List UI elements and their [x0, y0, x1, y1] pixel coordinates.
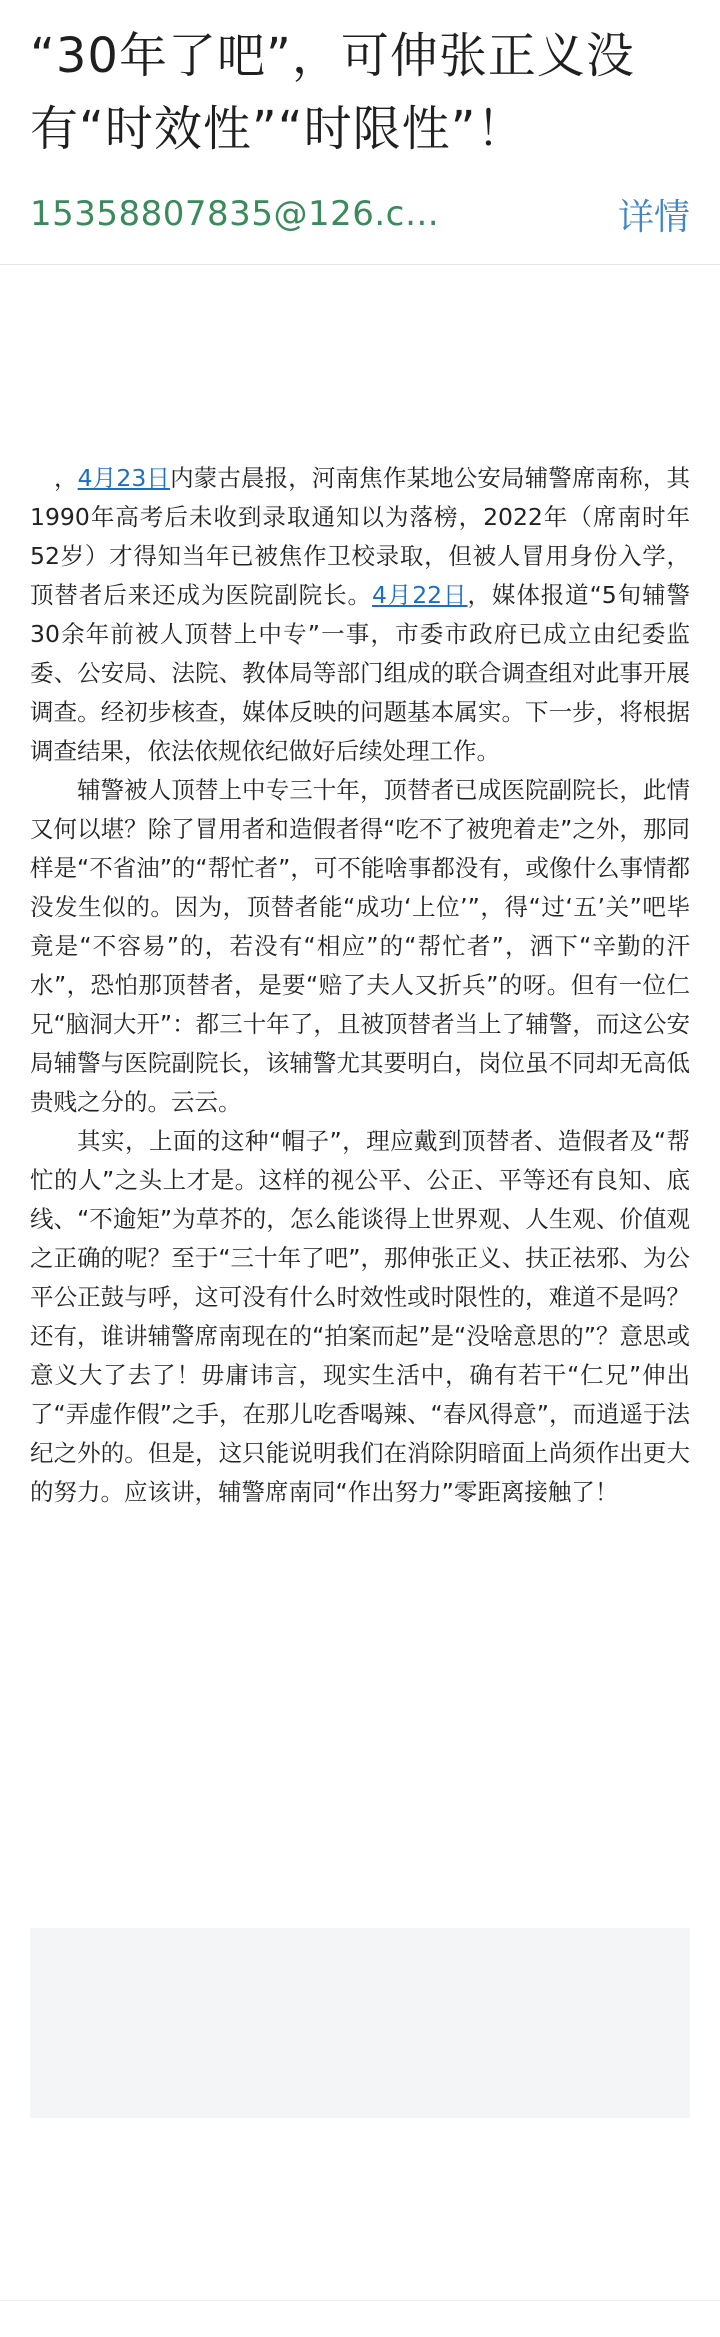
date-link-apr22[interactable]: 4月22日 — [371, 581, 468, 609]
paragraph-3: 其实，上面的这种“帽子”，理应戴到顶替者、造假者及“帮忙的人”之头上才是。这样的视公平、公正、平等还有良知、底线、“不逾矩”为草芥的，怎么能谈得上世界观、人生观、价值观之正确的呢？至于“三十年了吧”，那伸张正义、扶正祛邪、为公平公正鼓与呼，这可没有什么时效性或时限性的，难道不是吗？还有，谁讲辅警席南现在的“拍案而起”是“没啥意思的”？意思或意义大了去了！毋庸讳言，现实生活中，确有若干“仁兄”伸出了“弄虚作假”之手，在那儿吃香喝辣、“春风得意”，而逍遥于法纪之外的。但是，这只能说明我们在消除阴暗面上尚须作出更大的努力。应该讲，辅警席南同“作出努力”零距离接触了！ — [30, 1127, 690, 1506]
sender-row — [30, 184, 690, 244]
sender-address[interactable]: 15358807835@126.c… — [30, 194, 440, 234]
bottom-divider — [0, 2300, 720, 2301]
paragraph-1-prefix: ， — [54, 464, 78, 492]
paragraph-1-text-b: ，媒体报道“5旬辅警30余年前被人顶替上中专”一事，市委市政府已成立由纪委监委、公安局、法院、教体局等部门组成的联合调查组对此事开展调查。经初步核查，媒体反映的问题基本属实。下一步，将根据调查结果，依法依规依纪做好后续处理工作。 — [30, 581, 690, 765]
details-link[interactable]: 详情 — [617, 196, 690, 238]
content-placeholder — [30, 1928, 690, 2118]
paragraph-1 — [30, 459, 690, 771]
mail-header — [0, 0, 720, 244]
mail-body — [30, 459, 690, 1512]
mail-subject: “30年了吧”，可伸张正义没有“时效性”“时限性”！ — [30, 28, 635, 157]
header-divider — [0, 264, 720, 265]
date-link-apr23[interactable]: 4月23日 — [77, 464, 171, 492]
paragraph-1-text-a: 内蒙古晨报，河南焦作某地公安局辅警席南称，其1990年高考后未收到录取通知以为落榜，2022年（席南时年52岁）才得知当年已被焦作卫校录取，但被人冒用身份入学，顶替者后来还成为医院副院长。 — [30, 464, 691, 609]
paragraph-2: 辅警被人顶替上中专三十年，顶替者已成医院副院长，此情又何以堪？除了冒用者和造假者得“吃不了被兜着走”之外，那同样是“不省油”的“帮忙者”，可不能啥事都没有，或像什么事情都没发生似的。因为，顶替者能“成功‘上位’”，得“过‘五’关”吧毕竟是“不容易”的，若没有“相应”的“帮忙者”，洒下“辛勤的汗水”，恐怕那顶替者，是要“赔了夫人又折兵”的呀。但有一位仁兄“脑洞大开”：都三十年了，且被顶替者当上了辅警，而这公安局辅警与医院副院长，该辅警尤其要明白，岗位虽不同却无高低贵贱之分的。云云。 — [30, 776, 690, 1116]
